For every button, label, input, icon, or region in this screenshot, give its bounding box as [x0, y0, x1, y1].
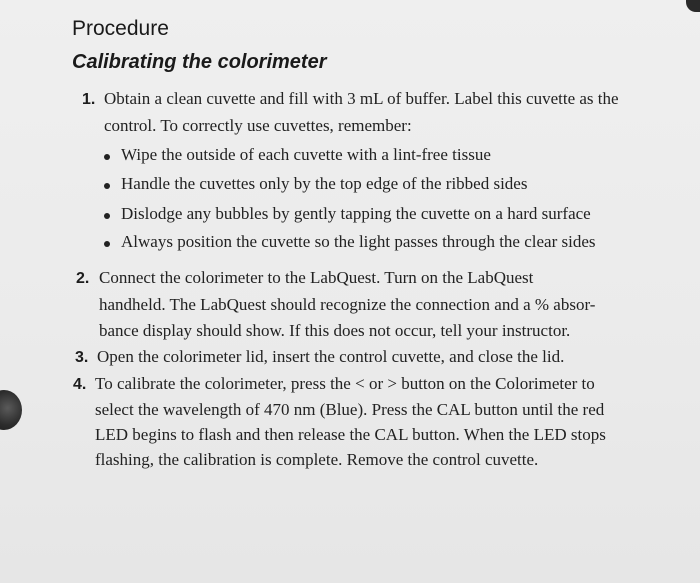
step-1-bullet-4: Always position the cuvette so the light passes through the clear sides	[121, 232, 596, 251]
procedure-subheading: Calibrating the colorimeter	[72, 51, 327, 73]
step-4-line-2: select the wavelength of 470 nm (Blue). Press the CAL button until the red	[95, 400, 605, 419]
step-1-bullet-dot-4	[104, 241, 110, 247]
step-1-bullet-dot-1	[104, 154, 110, 160]
binder-hole	[0, 390, 22, 430]
step-1-bullet-dot-3	[104, 213, 110, 219]
step-2-line-1: Connect the colorimeter to the LabQuest. Turn on the LabQuest	[99, 268, 534, 287]
step-2-number: 2.	[76, 270, 90, 287]
step-1-number: 1.	[82, 91, 96, 108]
step-1-line-1: Obtain a clean cuvette and fill with 3 mL of buffer. Label this cuvette as the	[104, 89, 619, 108]
step-4-number: 4.	[73, 376, 87, 393]
step-1-bullet-dot-2	[104, 183, 110, 189]
step-4-line-4: flashing, the calibration is complete. Remove the control cuvette.	[95, 450, 539, 469]
step-3-line-1: Open the colorimeter lid, insert the control cuvette, and close the lid.	[97, 347, 565, 366]
corner-mark	[686, 0, 700, 12]
step-2-line-2: handheld. The LabQuest should recognize the connection and a % absor-	[99, 295, 596, 314]
procedure-heading: Procedure	[72, 17, 169, 40]
step-1-line-2: control. To correctly use cuvettes, remember:	[104, 116, 412, 135]
step-4-line-3: LED begins to flash and then release the CAL button. When the LED stops	[95, 425, 606, 444]
step-1-bullet-1: Wipe the outside of each cuvette with a lint-free tissue	[121, 145, 491, 164]
step-2-line-3: bance display should show. If this does not occur, tell your instructor.	[99, 321, 571, 340]
step-1-bullet-3: Dislodge any bubbles by gently tapping the cuvette on a hard surface	[121, 204, 591, 223]
step-1-bullet-2: Handle the cuvettes only by the top edge of the ribbed sides	[121, 174, 528, 193]
step-4-line-1: To calibrate the colorimeter, press the < or > button on the Colorimeter to	[95, 374, 595, 393]
step-3-number: 3.	[75, 349, 89, 366]
